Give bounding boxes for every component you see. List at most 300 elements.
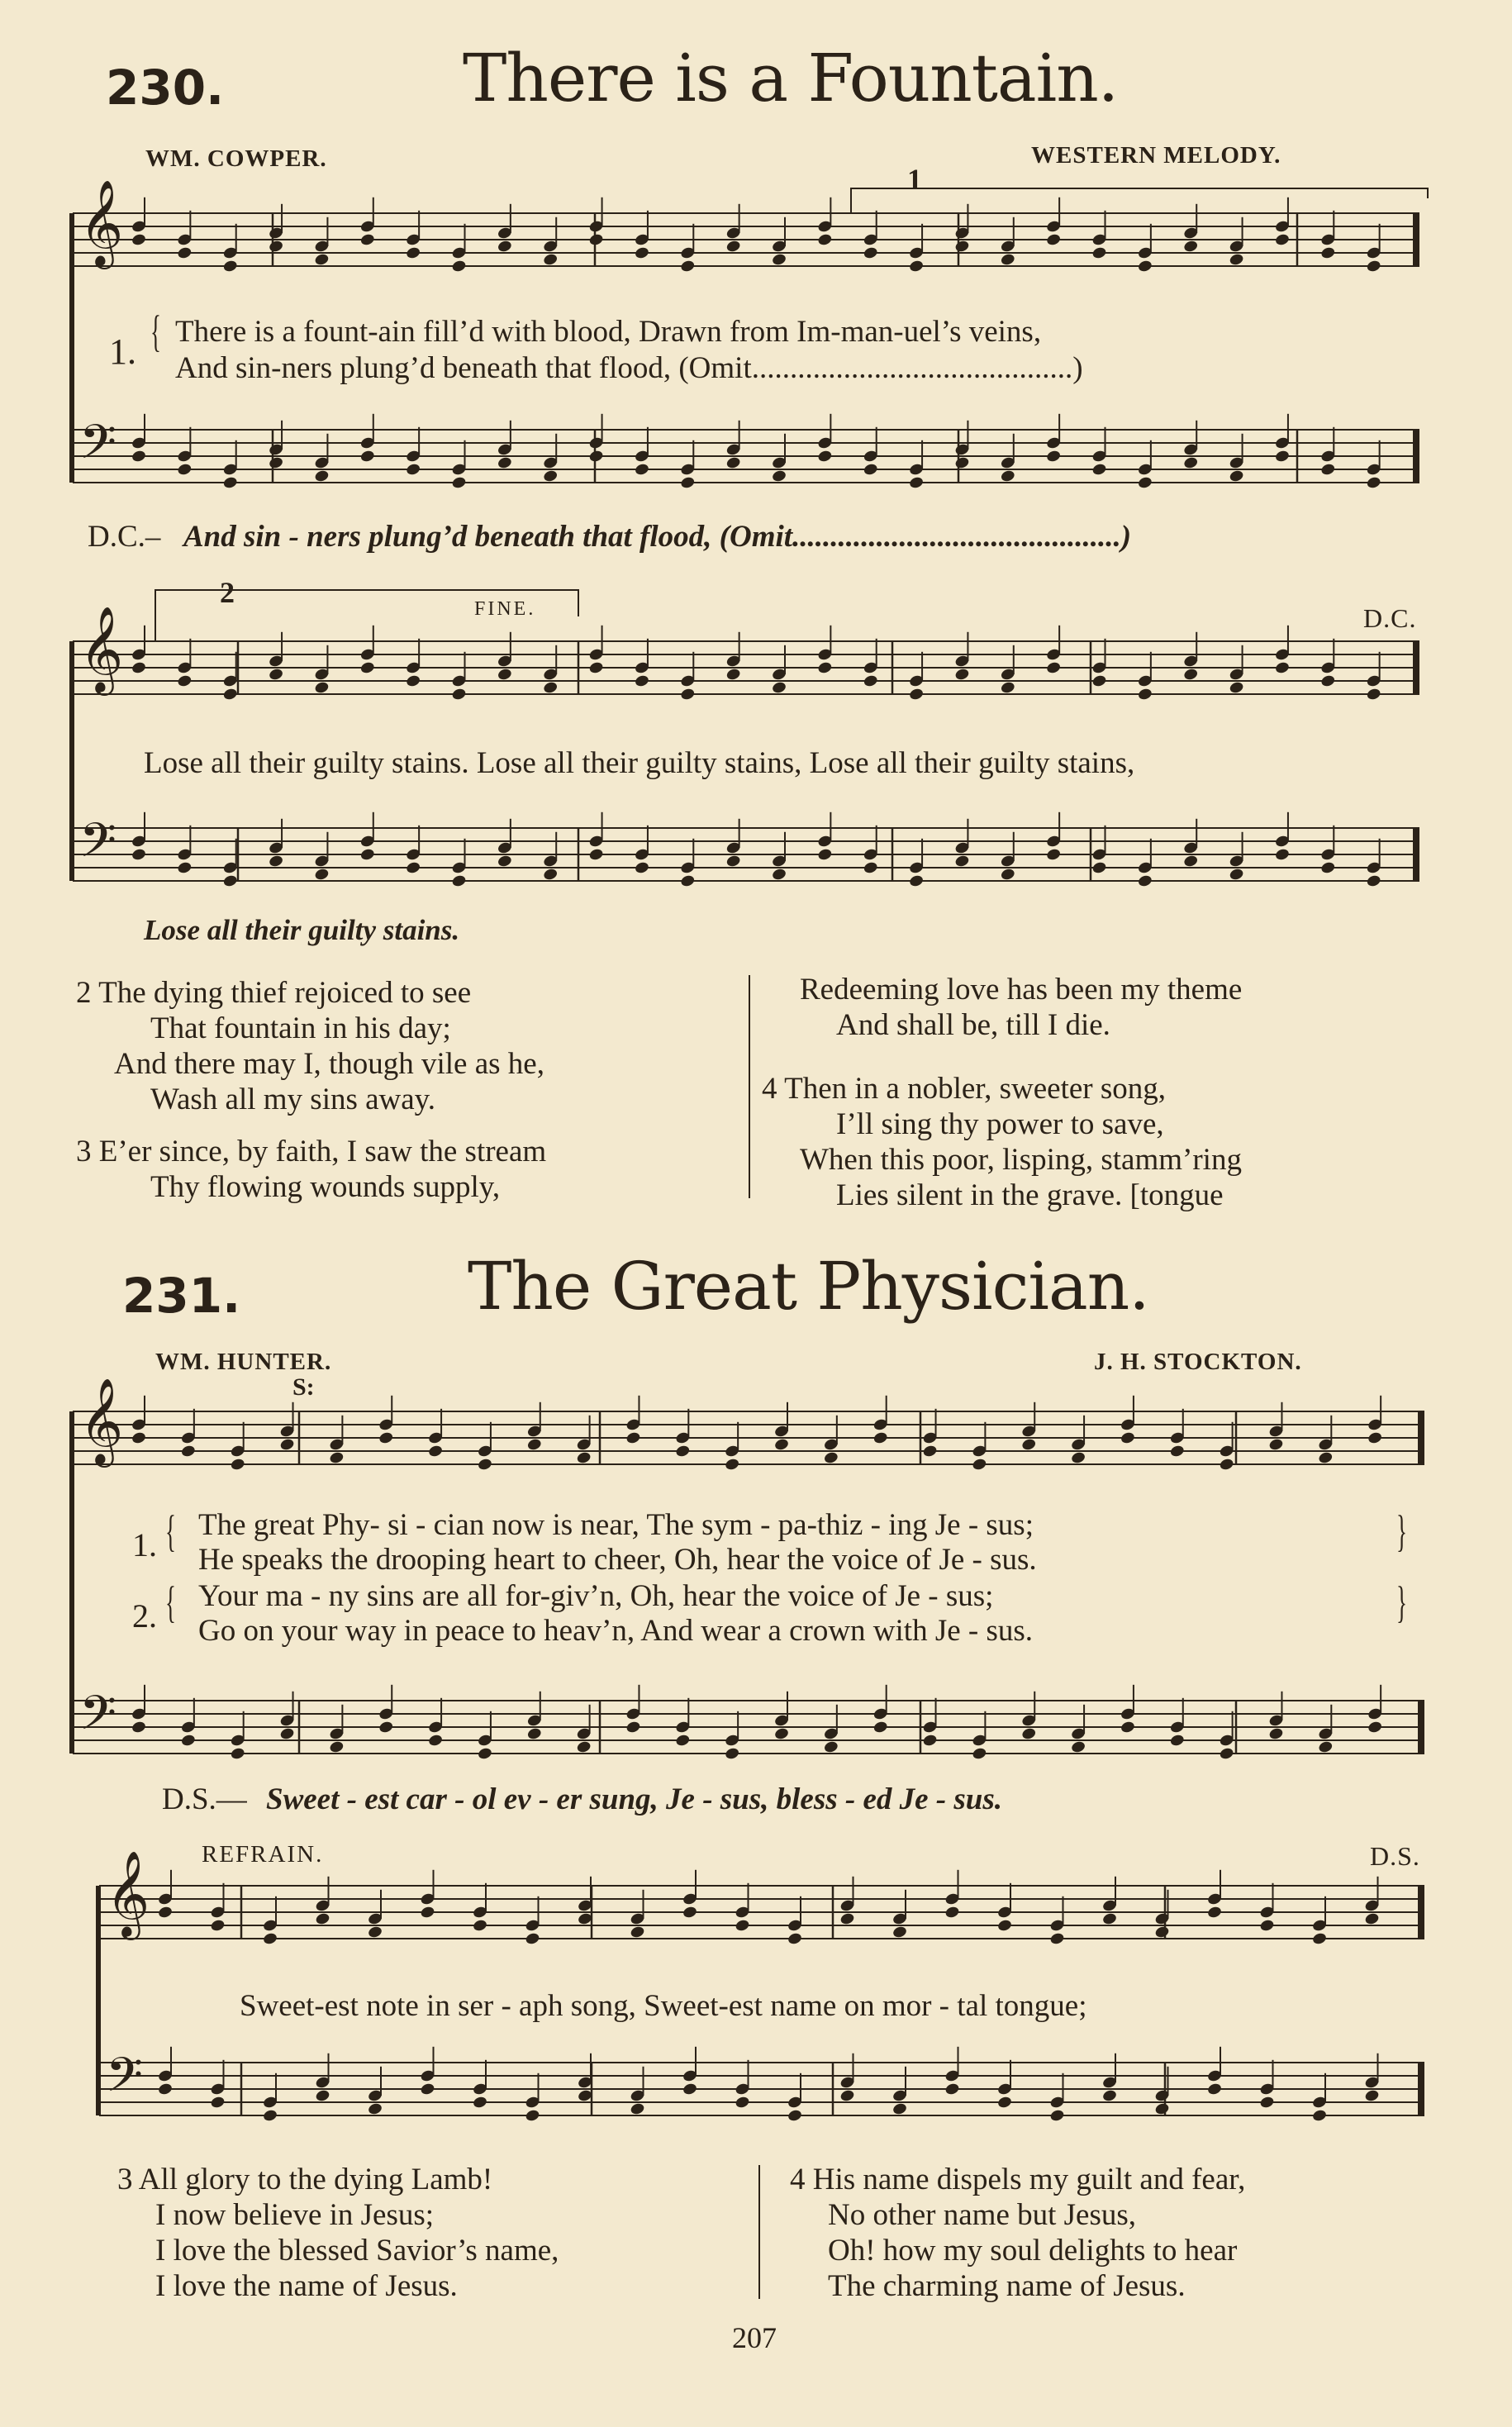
notehead <box>210 2096 226 2110</box>
notehead <box>735 2096 750 2110</box>
notehead <box>1366 259 1381 274</box>
final-bar <box>1413 828 1419 881</box>
notehead <box>543 868 559 882</box>
notehead <box>420 1906 435 1920</box>
hymn-number: 230. <box>106 59 225 116</box>
bass-clef: 𝄢 <box>79 812 117 880</box>
notehead <box>525 1932 540 1946</box>
hymn-title: The Great Physician. <box>468 1248 1149 1325</box>
notehead <box>675 1444 691 1459</box>
lyric-line: And sin-ners plung’d beneath that flood, (Omit..........................................) <box>175 351 1083 385</box>
composer-credit: WESTERN MELODY. <box>1031 142 1281 169</box>
notehead <box>1366 688 1381 702</box>
notehead <box>577 1912 592 1926</box>
verse-line: I love the blessed Savior’s name, <box>155 2234 559 2268</box>
notehead <box>972 1747 987 1761</box>
segno-mark: S: <box>292 1373 315 1401</box>
notehead <box>863 463 878 477</box>
notehead <box>420 2082 435 2096</box>
notehead <box>1274 233 1290 247</box>
ds-mark: D.S. <box>1370 1841 1420 1871</box>
notehead <box>944 2082 960 2096</box>
notehead <box>872 1720 888 1735</box>
notehead <box>1229 253 1244 267</box>
notehead <box>771 469 787 483</box>
lyric-line: Your ma - ny sins are all for-giv’n, Oh, hear the voice of Je - sus; <box>198 1579 994 1613</box>
ds-lyric: Sweet - est car - ol ev - er sung, Je - sus, bless - ed Je - sus. <box>266 1782 1002 1816</box>
notehead <box>1229 681 1244 695</box>
notehead <box>725 854 741 868</box>
final-bar <box>1418 1886 1424 1939</box>
notehead <box>817 450 833 464</box>
verse-line: Redeeming love has been my theme <box>800 973 1243 1006</box>
notehead <box>588 661 604 675</box>
notehead <box>863 674 878 688</box>
brace: { <box>165 1578 176 1627</box>
notehead <box>588 233 604 247</box>
notehead <box>773 1727 789 1741</box>
notehead <box>682 1906 697 1920</box>
notehead <box>682 2082 697 2096</box>
notehead <box>1000 469 1015 483</box>
verse-num: 4 <box>790 2163 806 2196</box>
notehead <box>359 450 375 464</box>
notehead <box>1229 469 1244 483</box>
notehead <box>477 1747 492 1761</box>
notehead <box>1071 1451 1086 1465</box>
notehead <box>526 1438 542 1452</box>
notehead <box>1320 463 1336 477</box>
author-credit: WM. COWPER. <box>145 145 327 172</box>
notehead <box>1206 2082 1222 2096</box>
verse-line: No other name but Jesus, <box>828 2198 1137 2232</box>
notehead <box>543 469 559 483</box>
notehead <box>675 1734 691 1748</box>
verse-line: Then in a nobler, sweeter song, <box>784 1072 1166 1106</box>
notehead <box>1219 1747 1234 1761</box>
notehead <box>1120 1720 1135 1735</box>
column-divider <box>749 975 750 1198</box>
notehead <box>497 456 512 470</box>
verse-line: E’er since, by faith, I saw the stream <box>98 1135 547 1168</box>
notehead <box>1364 2089 1380 2103</box>
notehead <box>222 476 238 490</box>
notehead <box>1071 1740 1086 1754</box>
notehead <box>1000 681 1015 695</box>
notehead <box>359 233 375 247</box>
notehead <box>823 1740 839 1754</box>
notehead <box>1311 1932 1327 1946</box>
verse-number: 2. <box>132 1597 157 1635</box>
notehead <box>954 854 970 868</box>
notehead <box>315 2089 330 2103</box>
notehead <box>680 476 696 490</box>
notehead <box>367 1925 383 1939</box>
notehead <box>378 1720 394 1735</box>
first-ending-mark: 1 <box>907 163 922 196</box>
notehead <box>1169 1444 1185 1459</box>
notehead <box>359 661 375 675</box>
notehead <box>1311 2109 1327 2123</box>
notehead <box>1120 1431 1135 1445</box>
notehead <box>1021 1438 1037 1452</box>
verse-line: His name dispels my guilt and fear, <box>812 2163 1246 2196</box>
refrain-lyric-below: Lose all their guilty stains. <box>144 914 460 946</box>
verse-num: 2 <box>76 976 92 1010</box>
notehead <box>625 1431 641 1445</box>
notehead <box>497 668 512 682</box>
notehead <box>1154 1925 1170 1939</box>
verse-number: 1. <box>109 331 136 372</box>
notehead <box>954 668 970 682</box>
verse-num: 3 <box>76 1135 92 1168</box>
notehead <box>279 1438 295 1452</box>
notehead <box>543 681 559 695</box>
notehead <box>177 246 193 260</box>
system-bracket <box>96 1886 101 2115</box>
notehead <box>1049 2109 1065 2123</box>
system-bracket <box>69 641 74 881</box>
verse-num: 3 <box>117 2163 133 2196</box>
verse <box>762 1071 1242 1213</box>
notehead <box>526 1727 542 1741</box>
notehead <box>378 1431 394 1445</box>
notehead <box>909 259 925 274</box>
notehead <box>909 688 925 702</box>
notehead <box>972 1458 987 1472</box>
notehead <box>1183 668 1199 682</box>
notehead <box>222 259 238 274</box>
notehead <box>1101 1912 1117 1926</box>
verse-number: 1. <box>132 1526 157 1563</box>
notehead <box>525 2109 540 2123</box>
notehead <box>1137 688 1153 702</box>
final-bar <box>1418 1411 1424 1464</box>
verse-block-right <box>790 2162 1245 2304</box>
notehead <box>1268 1727 1284 1741</box>
notehead <box>1318 1451 1334 1465</box>
notehead <box>1137 476 1153 490</box>
notehead <box>157 1906 173 1920</box>
notehead <box>177 861 193 875</box>
notehead <box>1137 259 1153 274</box>
notehead <box>1183 456 1199 470</box>
ds-label: D.S.— <box>162 1782 247 1816</box>
notehead <box>314 253 330 267</box>
notehead <box>1046 848 1062 862</box>
notehead <box>477 1458 492 1472</box>
lyric-line: Go on your way in peace to heav’n, And wear a crown with Je - sus. <box>198 1614 1034 1648</box>
dc-lyric: And sin - ners plung’d beneath that flood, (Omit...........................................) <box>183 520 1132 554</box>
brace: { <box>165 1506 176 1556</box>
system-bracket <box>69 1411 74 1754</box>
notehead <box>725 456 741 470</box>
notehead <box>954 240 970 254</box>
notehead <box>406 246 421 260</box>
notehead <box>892 1925 907 1939</box>
notehead <box>131 1720 146 1735</box>
notehead <box>1367 1431 1383 1445</box>
verse-line: I now believe in Jesus; <box>155 2198 435 2232</box>
notehead <box>576 1451 592 1465</box>
verse-line: All glory to the dying Lamb! <box>138 2163 493 2196</box>
notehead <box>1049 1932 1065 1946</box>
notehead <box>406 861 421 875</box>
second-ending-mark: 2 <box>220 576 235 609</box>
notehead <box>131 233 146 247</box>
notehead <box>996 1919 1012 1933</box>
notehead <box>1000 868 1015 882</box>
notehead <box>680 688 696 702</box>
notehead <box>1137 874 1153 888</box>
verse-line: Wash all my sins away. <box>150 1083 436 1116</box>
notehead <box>771 253 787 267</box>
verse-block-left <box>76 975 546 1205</box>
treble-clef: 𝄞 <box>79 1378 124 1464</box>
notehead <box>1366 874 1381 888</box>
notehead <box>839 1912 855 1926</box>
verse <box>76 1134 546 1205</box>
notehead <box>817 848 833 862</box>
notehead <box>787 1932 802 1946</box>
verse-line: And there may I, though vile as he, <box>114 1047 544 1081</box>
final-bar <box>1413 213 1419 266</box>
notehead <box>625 1720 641 1735</box>
final-bar <box>1418 2063 1424 2115</box>
notehead <box>634 463 649 477</box>
notehead <box>817 233 833 247</box>
notehead <box>725 668 741 682</box>
brace: { <box>150 307 161 356</box>
notehead <box>630 1925 645 1939</box>
notehead <box>314 681 330 695</box>
notehead <box>428 1734 444 1748</box>
refrain-lyric: Lose all their guilty stains. Lose all their guilty stains, Lose all their guilty stains, <box>144 746 1135 780</box>
refrain-label: REFRAIN. <box>202 1841 324 1868</box>
notehead <box>497 240 512 254</box>
notehead <box>279 1727 295 1741</box>
notehead <box>131 1431 146 1445</box>
verse-line: The dying thief rejoiced to see <box>98 976 472 1010</box>
notehead <box>909 476 925 490</box>
notehead <box>451 688 467 702</box>
lyric-line: The great Phy- si - cian now is near, The sym - pa-thiz - ing Je - sus; <box>198 1508 1034 1542</box>
notehead <box>863 246 878 260</box>
verse <box>76 975 546 1117</box>
notehead <box>472 1919 487 1933</box>
page-number: 207 <box>732 2321 777 2354</box>
notehead <box>1268 1438 1284 1452</box>
notehead <box>588 450 604 464</box>
lyric-line: He speaks the drooping heart to cheer, Oh, hear the voice of Je - sus. <box>198 1543 1037 1577</box>
notehead <box>359 848 375 862</box>
verse-line: That fountain in his day; <box>150 1011 451 1045</box>
verse-block-left <box>117 2162 559 2304</box>
notehead <box>1183 854 1199 868</box>
notehead <box>1091 463 1107 477</box>
notehead <box>314 469 330 483</box>
notehead <box>1259 1919 1275 1933</box>
notehead <box>131 848 146 862</box>
notehead <box>180 1444 196 1459</box>
notehead <box>588 848 604 862</box>
notehead <box>863 861 878 875</box>
treble-clef: 𝄞 <box>79 179 124 266</box>
notehead <box>131 661 146 675</box>
notehead <box>406 463 421 477</box>
hymn-number: 231. <box>122 1268 241 1324</box>
verse-num: 4 <box>762 1072 777 1106</box>
final-bar <box>1413 641 1419 694</box>
notehead <box>1091 674 1107 688</box>
verse-line: The charming name of Jesus. <box>828 2269 1186 2303</box>
notehead <box>1364 1912 1380 1926</box>
notehead <box>1320 861 1336 875</box>
notehead <box>451 874 467 888</box>
notehead <box>210 1919 226 1933</box>
refrain-lyric: Sweet-est note in ser - aph song, Sweet-est name on mor - tal tongue; <box>240 1989 1087 2023</box>
verse-line: I’ll sing thy power to save, <box>836 1107 1164 1141</box>
notehead <box>451 259 467 274</box>
notehead <box>735 1919 750 1933</box>
dc-mark: D.C. <box>1363 603 1417 633</box>
notehead <box>543 253 559 267</box>
notehead <box>996 2096 1012 2110</box>
brace-close: } <box>1396 1506 1407 1556</box>
notehead <box>1021 1727 1037 1741</box>
notehead <box>725 1458 740 1472</box>
notehead <box>823 1451 839 1465</box>
notehead <box>262 1932 278 1946</box>
notehead <box>1046 661 1062 675</box>
bass-clef: 𝄢 <box>106 2047 144 2115</box>
notehead <box>634 246 649 260</box>
notehead <box>872 1431 888 1445</box>
notehead <box>725 240 741 254</box>
verse-line: And shall be, till I die. <box>836 1008 1110 1042</box>
notehead <box>1367 1720 1383 1735</box>
notehead <box>909 874 925 888</box>
notehead <box>787 2109 802 2123</box>
notehead <box>630 2102 645 2116</box>
notehead <box>1169 1734 1185 1748</box>
notehead <box>1154 2102 1170 2116</box>
notehead <box>1000 253 1015 267</box>
notehead <box>680 259 696 274</box>
notehead <box>315 1912 330 1926</box>
notehead <box>817 661 833 675</box>
notehead <box>922 1734 938 1748</box>
final-bar <box>1418 1701 1424 1754</box>
notehead <box>1183 240 1199 254</box>
notehead <box>1366 476 1381 490</box>
notehead <box>472 2096 487 2110</box>
notehead <box>222 874 238 888</box>
notehead <box>725 1747 740 1761</box>
notehead <box>1091 246 1107 260</box>
notehead <box>497 854 512 868</box>
notehead <box>329 1740 345 1754</box>
notehead <box>1219 1458 1234 1472</box>
notehead <box>428 1444 444 1459</box>
notehead <box>1274 848 1290 862</box>
notehead <box>680 874 696 888</box>
brace-close: } <box>1396 1578 1407 1627</box>
notehead <box>1274 450 1290 464</box>
notehead <box>269 854 284 868</box>
hymn-title: There is a Fountain. <box>463 40 1119 117</box>
notehead <box>1320 674 1336 688</box>
bass-clef: 𝄢 <box>79 414 117 482</box>
notehead <box>577 2089 592 2103</box>
notehead <box>230 1458 245 1472</box>
notehead <box>1046 233 1062 247</box>
verse-block-right <box>762 972 1242 1213</box>
fine-mark: FINE. <box>474 598 536 620</box>
treble-clef: 𝄞 <box>106 1850 150 1937</box>
notehead <box>222 688 238 702</box>
notehead <box>180 1734 196 1748</box>
first-ending-bracket <box>851 188 1428 213</box>
notehead <box>576 1740 592 1754</box>
notehead <box>634 674 649 688</box>
notehead <box>1229 868 1244 882</box>
notehead <box>1318 1740 1334 1754</box>
verse-line: When this poor, lisping, stamm’ring <box>800 1143 1242 1177</box>
notehead <box>892 2102 907 2116</box>
notehead <box>269 668 284 682</box>
author-credit: WM. HUNTER. <box>155 1349 332 1375</box>
notehead <box>329 1451 345 1465</box>
final-bar <box>1413 430 1419 483</box>
notehead <box>177 674 193 688</box>
notehead <box>771 868 787 882</box>
dc-label: D.C.– <box>88 520 161 554</box>
treble-clef: 𝄞 <box>79 606 124 692</box>
verse-line: Oh! how my soul delights to hear <box>828 2234 1238 2268</box>
notehead <box>406 674 421 688</box>
notehead <box>922 1444 938 1459</box>
notehead <box>1274 661 1290 675</box>
notehead <box>944 1906 960 1920</box>
notehead <box>1206 1906 1222 1920</box>
column-divider <box>758 2165 760 2299</box>
verse-line: Lies silent in the grave. [tongue <box>836 1178 1224 1212</box>
notehead <box>1091 861 1107 875</box>
lyric-line: There is a fount-ain fill’d with blood, Drawn from Im-man-uel’s veins, <box>175 315 1042 349</box>
notehead <box>269 240 284 254</box>
notehead <box>634 861 649 875</box>
notehead <box>1101 2089 1117 2103</box>
notehead <box>157 2082 173 2096</box>
notehead <box>230 1747 245 1761</box>
notehead <box>1320 246 1336 260</box>
notehead <box>177 463 193 477</box>
notehead <box>131 450 146 464</box>
notehead <box>954 456 970 470</box>
bass-clef: 𝄢 <box>79 1685 117 1753</box>
verse-line: I love the name of Jesus. <box>155 2269 458 2303</box>
notehead <box>839 2089 855 2103</box>
composer-credit: J. H. STOCKTON. <box>1094 1349 1302 1375</box>
notehead <box>1259 2096 1275 2110</box>
system-bracket <box>69 213 74 483</box>
notehead <box>314 868 330 882</box>
notehead <box>1046 450 1062 464</box>
notehead <box>451 476 467 490</box>
notehead <box>367 2102 383 2116</box>
notehead <box>773 1438 789 1452</box>
